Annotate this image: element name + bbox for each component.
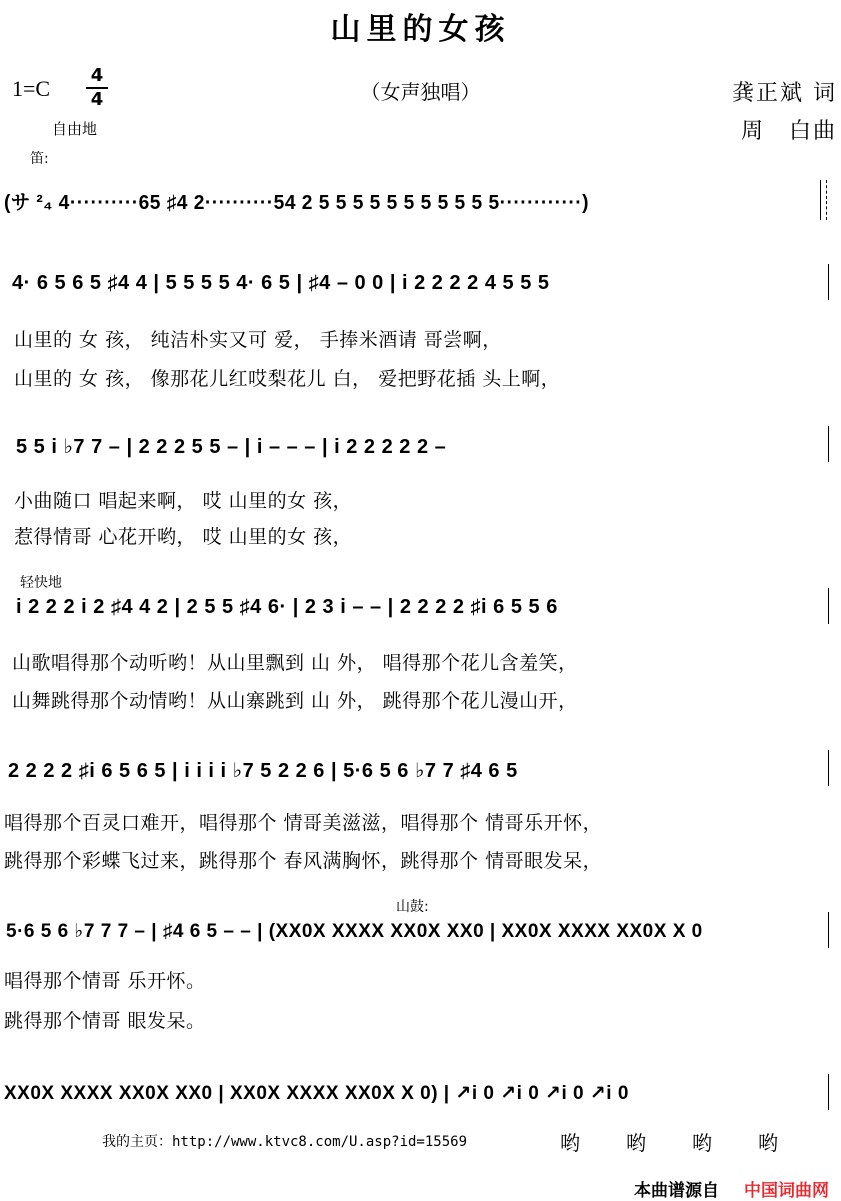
lyrics-line-6-verse-1: 唱得那个情哥 乐开怀。 (4, 970, 206, 992)
drum-label: 山鼓: (396, 899, 429, 915)
key-signature: 1=C (12, 76, 51, 101)
homepage-link[interactable]: 我的主页：http://www.ktvc8.com/U.asp?id=15569 (102, 1134, 468, 1150)
yo-3: 哟 (692, 1131, 712, 1155)
yo-2: 哟 (626, 1131, 646, 1155)
yo-4: 哟 (758, 1131, 778, 1155)
brand-logo-text[interactable]: 中国词曲网 (744, 1181, 829, 1201)
subtitle: （女声独唱） (360, 80, 481, 104)
lyricist: 龚正斌 词 (732, 81, 837, 106)
tempo-free: 自由地 (52, 120, 98, 138)
notation-line-4: i 2 2 2 i 2 ♯4 4 2 | 2 5 5 ♯4 6· | 2 3 i – – | 2 2 2 2 ♯i 6 5 5 6 (16, 596, 558, 618)
time-signature-top: 4 (90, 65, 104, 86)
notation-line-7: XX0X XXXX XX0X XX0 | XX0X XXXX XX0X X 0) | ↗i 0 ↗i 0 ↗i 0 ↗i 0 (4, 1083, 629, 1104)
lyrics-line-2-verse-1: 山里的 女 孩， 纯洁朴实又可 爱， 手捧米酒请 哥尝啊， (14, 329, 502, 351)
notation-line-5: 2 2 2 2 ♯i 6 5 6 5 | i i i i ♭7 5 2 2 6 | 5·6 5 6 ♭7 7 ♯4 6 5 (8, 760, 518, 782)
page-title: 山里的女孩 (330, 12, 511, 47)
lyrics-line-4-verse-1: 山歌唱得那个动听哟！从山里飘到 山 外， 唱得那个花儿含羞笑， (12, 652, 578, 674)
lyrics-line-6-verse-2: 跳得那个情哥 眼发呆。 (4, 1010, 206, 1032)
notation-line-6: 5·6 5 6 ♭7 7 7 – | ♯4 6 5 – – | (XX0X XXXX XX0X XX0 | XX0X XXXX XX0X X 0 (6, 921, 703, 942)
lyrics-line-3-verse-2: 惹得情哥 心花开哟， 哎 山里的女 孩， (14, 526, 353, 548)
source-label: 本曲谱源自 (634, 1181, 719, 1201)
notation-line-1: (サ ²₄ 4··········65 ♯4 2··········54 2 5 5 5 5 5 5 5 5 5 5 5············) (4, 192, 590, 214)
notation-line-3: 5 5 i ♭7 7 – | 2 2 2 5 5 – | i – – – | i 2 2 2 2 2 – (16, 436, 447, 458)
composer: 周 白曲 (740, 119, 837, 144)
notation-line-2: 4· 6 5 6 5 ♯4 4 | 5 5 5 5 4· 6 5 | ♯4 – 0 0 | i 2 2 2 2 4 5 5 5 (12, 272, 550, 294)
yo-1: 哟 (560, 1131, 580, 1155)
intro-label: 笛: (30, 151, 49, 167)
lyrics-line-4-verse-2: 山舞跳得那个动情哟！从山寨跳到 山 外， 跳得那个花儿漫山开， (12, 690, 578, 712)
lyrics-line-2-verse-2: 山里的 女 孩， 像那花儿红哎梨花儿 白， 爱把野花插 头上啊， (14, 368, 561, 390)
lyrics-line-5-verse-1: 唱得那个百灵口难开，唱得那个 情哥美滋滋，唱得那个 情哥乐开怀， (4, 812, 603, 834)
lyrics-line-3-verse-1: 小曲随口 唱起来啊， 哎 山里的女 孩， (14, 490, 353, 512)
time-signature-bottom: 4 (90, 89, 104, 110)
lyrics-line-5-verse-2: 跳得那个彩蝶飞过来，跳得那个 春风满胸怀，跳得那个 情哥眼发呆， (4, 850, 603, 872)
tempo-light: 轻快地 (20, 575, 62, 591)
